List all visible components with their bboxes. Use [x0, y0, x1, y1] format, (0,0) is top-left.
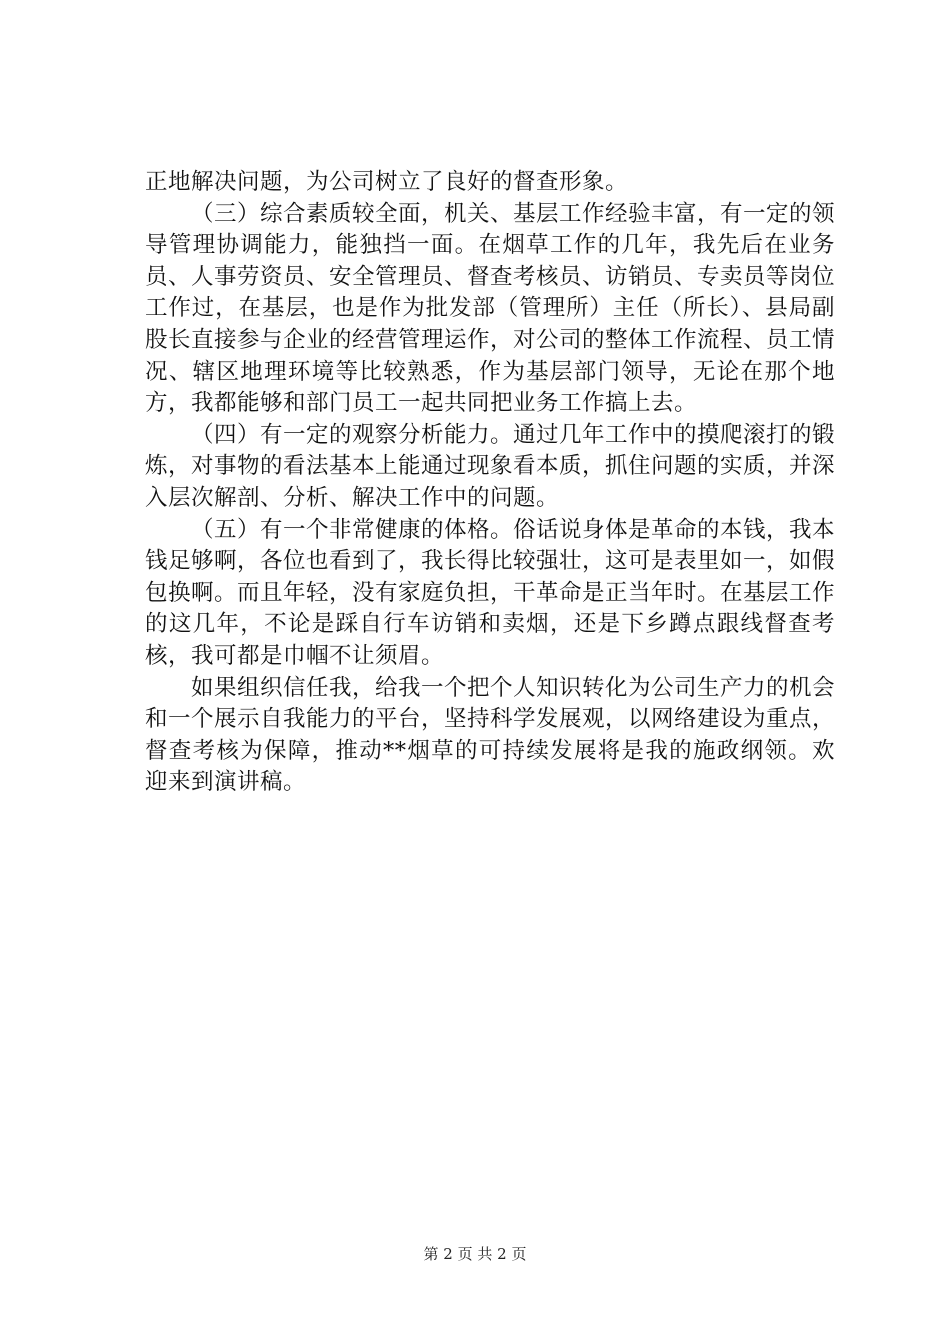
paragraph-section-five: （五）有一个非常健康的体格。俗话说身体是革命的本钱，我本钱足够啊，各位也看到了，我长得比较强壮，这可是表里如一，如假包换啊。而且年轻，没有家庭负担，干革命是正当年时。在基层工作的这几年，不论是踩自行车访销和卖烟，还是下乡蹲点跟线督查考核，我可都是巾帼不让须眉。 — [145, 516, 836, 669]
paragraph-section-three: （三）综合素质较全面，机关、基层工作经验丰富，有一定的领导管理协调能力，能独挡一面。在烟草工作的几年，我先后在业务员、人事劳资员、安全管理员、督查考核员、访销员、专卖员等岗位工作过，在基层，也是作为批发部（管理所）主任（所长）、县局副股长直接参与企业的经营管理运作，对公司的整体工作流程、员工情况、辖区地理环境等比较熟悉，作为基层部门领导，无论在那个地方，我都能够和部门员工一起共同把业务工作搞上去。 — [145, 200, 836, 417]
paragraph-section-four: （四）有一定的观察分析能力。通过几年工作中的摸爬滚打的锻炼，对事物的看法基本上能通过现象看本质，抓住问题的实质，并深入层次解剖、分析、解决工作中的问题。 — [145, 421, 836, 511]
paragraph-continuation: 正地解决问题，为公司树立了良好的督查形象。 — [145, 169, 629, 195]
page-number-footer: 第 2 页 共 2 页 — [423, 1245, 527, 1263]
document-body — [145, 167, 835, 799]
paragraph-conclusion: 如果组织信任我，给我一个把个人知识转化为公司生产力的机会和一个展示自我能力的平台，坚持科学发展观，以网络建设为重点，督查考核为保障，推动**烟草的可持续发展将是我的施政纲领。欢迎来到演讲稿。 — [145, 674, 836, 796]
